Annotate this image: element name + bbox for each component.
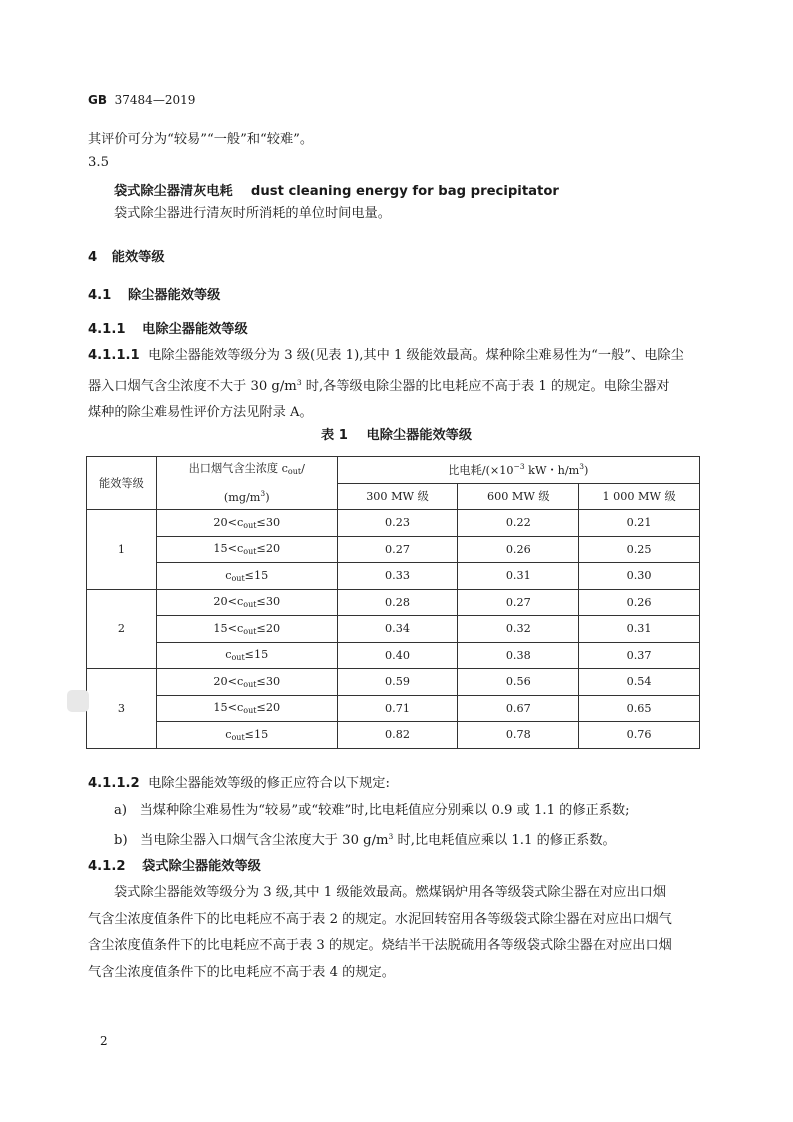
table-row [87,722,700,749]
superscript: 3 [388,832,394,841]
header-concentration [156,457,337,510]
paragraph-line-4: 气含尘浓度值条件下的比电耗应不高于表 4 的规定。 [88,964,395,980]
condition-prefix: c [225,568,232,582]
value-cell: 0.71 [337,695,458,722]
section-3-5-number: 3.5 [88,155,109,170]
paragraph-line-2b: 时,各等级电除尘器的比电耗应不高于表 1 的规定。电除尘器对 [301,378,670,394]
standard-code [88,93,195,107]
value-cell: 0.27 [458,589,579,616]
subscript: out [243,547,257,557]
section-4-1-heading [88,284,220,303]
paragraph-text: 电除尘器能效等级的修正应符合以下规定: [148,776,390,791]
value-cell: 0.22 [458,510,579,537]
condition-suffix: ≤15 [244,727,269,741]
unit-text: (mg/m [223,490,261,504]
grade-cell: 1 [87,510,157,590]
unit-text: ) [584,463,589,477]
subscript: out [243,520,257,530]
section-4-1-2-title: 袋式除尘器能效等级 [142,859,261,874]
subscript: out [243,626,257,636]
paragraph-4-1-1-2 [88,771,698,855]
section-4-1-2-number: 4.1.2 [88,859,126,874]
value-cell: 0.65 [579,695,700,722]
superscript: 3 [579,461,584,471]
list-item-a [88,798,698,825]
section-4-heading [88,246,165,265]
value-cell: 0.27 [337,536,458,563]
value-cell: 0.26 [458,536,579,563]
section-3-5-term [114,180,559,199]
paragraph-line-1: 电除尘器能效等级分为 3 级(见表 1),其中 1 级能效最高。煤种除尘难易性为“一般”、电除尘 [148,348,684,363]
subscript: out [231,573,245,583]
intro-line: 其评价可分为“较易”“一般”和“较难”。 [88,132,314,147]
header-concentration-slash: / [301,461,305,475]
subscript: out [243,706,257,716]
subscript: out [231,653,245,663]
value-cell: 0.26 [579,589,700,616]
section-4-title: 能效等级 [111,250,165,265]
header-concentration-label: 出口烟气含尘浓度 c [188,461,288,475]
concentration-cell [156,642,337,669]
term-chinese: 袋式除尘器清灰电耗 [114,184,233,199]
standard-number: 37484—2019 [114,93,196,107]
section-4-1-1-title: 电除尘器能效等级 [142,322,248,337]
value-cell: 0.23 [337,510,458,537]
subscript: out [287,466,302,476]
section-4-1-2-heading [88,855,261,874]
page-number: 2 [100,1034,108,1048]
table-caption-title: 电除尘器能效等级 [366,428,473,443]
value-cell: 0.32 [458,616,579,643]
subscript: out [231,732,245,742]
concentration-cell [156,589,337,616]
section-4-number: 4 [88,250,98,265]
condition-suffix: ≤20 [256,701,281,715]
value-cell: 0.21 [579,510,700,537]
section-4-1-1-heading [88,318,248,337]
paragraph-line-2a: 器入口烟气含尘浓度不大于 30 g/m [88,378,297,394]
list-label: b) [114,833,128,848]
page-marker [67,690,89,712]
subscript: out [243,600,257,610]
grade-cell: 3 [87,669,157,749]
value-cell: 0.82 [337,722,458,749]
table-row [87,695,700,722]
table-caption-number: 表 1 [320,428,348,443]
value-cell: 0.54 [579,669,700,696]
header-specific-power [337,457,699,484]
header-capacity: 600 MW 级 [458,483,579,510]
paragraph-line-2: 气含尘浓度值条件下的比电耗应不高于表 2 的规定。水泥回转窑用各等级袋式除尘器在对应出口烟气 [88,911,672,927]
table-row [87,669,700,696]
subscript: out [243,679,257,689]
value-cell: 0.78 [458,722,579,749]
value-cell: 0.31 [458,563,579,590]
table-row [87,642,700,669]
table-row [87,563,700,590]
standard-prefix: GB [88,93,107,107]
unit-text: kW・h/m [524,463,580,477]
value-cell: 0.67 [458,695,579,722]
concentration-cell [156,563,337,590]
condition-prefix: 20<c [213,595,244,609]
value-cell: 0.33 [337,563,458,590]
concentration-cell [156,722,337,749]
value-cell: 0.25 [579,536,700,563]
paragraph-4-1-2 [88,880,698,986]
concentration-cell [156,695,337,722]
superscript: −3 [513,461,525,471]
efficiency-table [86,456,700,749]
concentration-cell [156,536,337,563]
table-body [87,510,700,749]
unit-text: ) [265,490,270,504]
paragraph-line-1: 袋式除尘器能效等级分为 3 级,其中 1 级能效最高。燃煤锅炉用各等级袋式除尘器在对应出口烟 [114,885,667,900]
value-cell: 0.31 [579,616,700,643]
value-cell: 0.56 [458,669,579,696]
condition-prefix: 20<c [213,515,244,529]
condition-prefix: 20<c [213,674,244,688]
paragraph-4-1-1-1 [88,343,698,427]
condition-prefix: 15<c [213,621,244,635]
section-4-1-title: 除尘器能效等级 [127,288,221,303]
condition-suffix: ≤15 [244,648,269,662]
paragraph-line-3: 煤种的除尘难易性评价方法见附录 A。 [88,405,313,420]
term-definition: 袋式除尘器进行清灰时所消耗的单位时间电量。 [114,206,391,221]
header-capacity: 300 MW 级 [337,483,458,510]
condition-suffix: ≤20 [256,621,281,635]
condition-suffix: ≤30 [256,515,281,529]
condition-suffix: ≤30 [256,595,281,609]
value-cell: 0.59 [337,669,458,696]
list-item-b [88,824,698,855]
grade-cell: 2 [87,589,157,669]
concentration-cell [156,510,337,537]
concentration-cell [156,616,337,643]
table-row [87,589,700,616]
condition-suffix: ≤15 [244,568,269,582]
paragraph-line-3: 含尘浓度值条件下的比电耗应不高于表 3 的规定。烧结半干法脱硫用各等级袋式除尘器在对应出口烟 [88,938,672,953]
value-cell: 0.40 [337,642,458,669]
paragraph-number: 4.1.1.2 [88,776,140,791]
list-text: 当电除尘器入口烟气含尘浓度大于 30 g/m [140,833,389,848]
list-text: 当煤种除尘难易性为“较易”或“较难”时,比电耗值应分别乘以 0.9 或 1.1 的修正系数; [139,802,630,818]
condition-prefix: 15<c [213,701,244,715]
value-cell: 0.38 [458,642,579,669]
superscript: 3 [296,377,302,387]
condition-prefix: 15<c [213,542,244,556]
value-cell: 0.30 [579,563,700,590]
paragraph-number: 4.1.1.1 [88,348,140,363]
condition-prefix: c [225,727,232,741]
list-label: a) [114,802,128,818]
header-capacity: 1 000 MW 级 [579,483,700,510]
condition-suffix: ≤30 [256,674,281,688]
header-specific-power-label: 比电耗/(×10 [448,463,514,477]
table-row [87,616,700,643]
condition-suffix: ≤20 [256,542,281,556]
table-caption [0,424,793,443]
term-english: dust cleaning energy for bag precipitator [250,184,559,199]
table-row [87,536,700,563]
table-header-row [87,457,700,484]
superscript: 3 [260,488,266,498]
value-cell: 0.28 [337,589,458,616]
condition-prefix: c [225,648,232,662]
table-row [87,510,700,537]
list-text: 时,比电耗值应乘以 1.1 的修正系数。 [393,833,616,848]
section-4-1-1-number: 4.1.1 [88,322,126,337]
concentration-cell [156,669,337,696]
value-cell: 0.37 [579,642,700,669]
section-4-1-number: 4.1 [88,288,112,303]
header-grade: 能效等级 [87,457,157,510]
value-cell: 0.76 [579,722,700,749]
value-cell: 0.34 [337,616,458,643]
